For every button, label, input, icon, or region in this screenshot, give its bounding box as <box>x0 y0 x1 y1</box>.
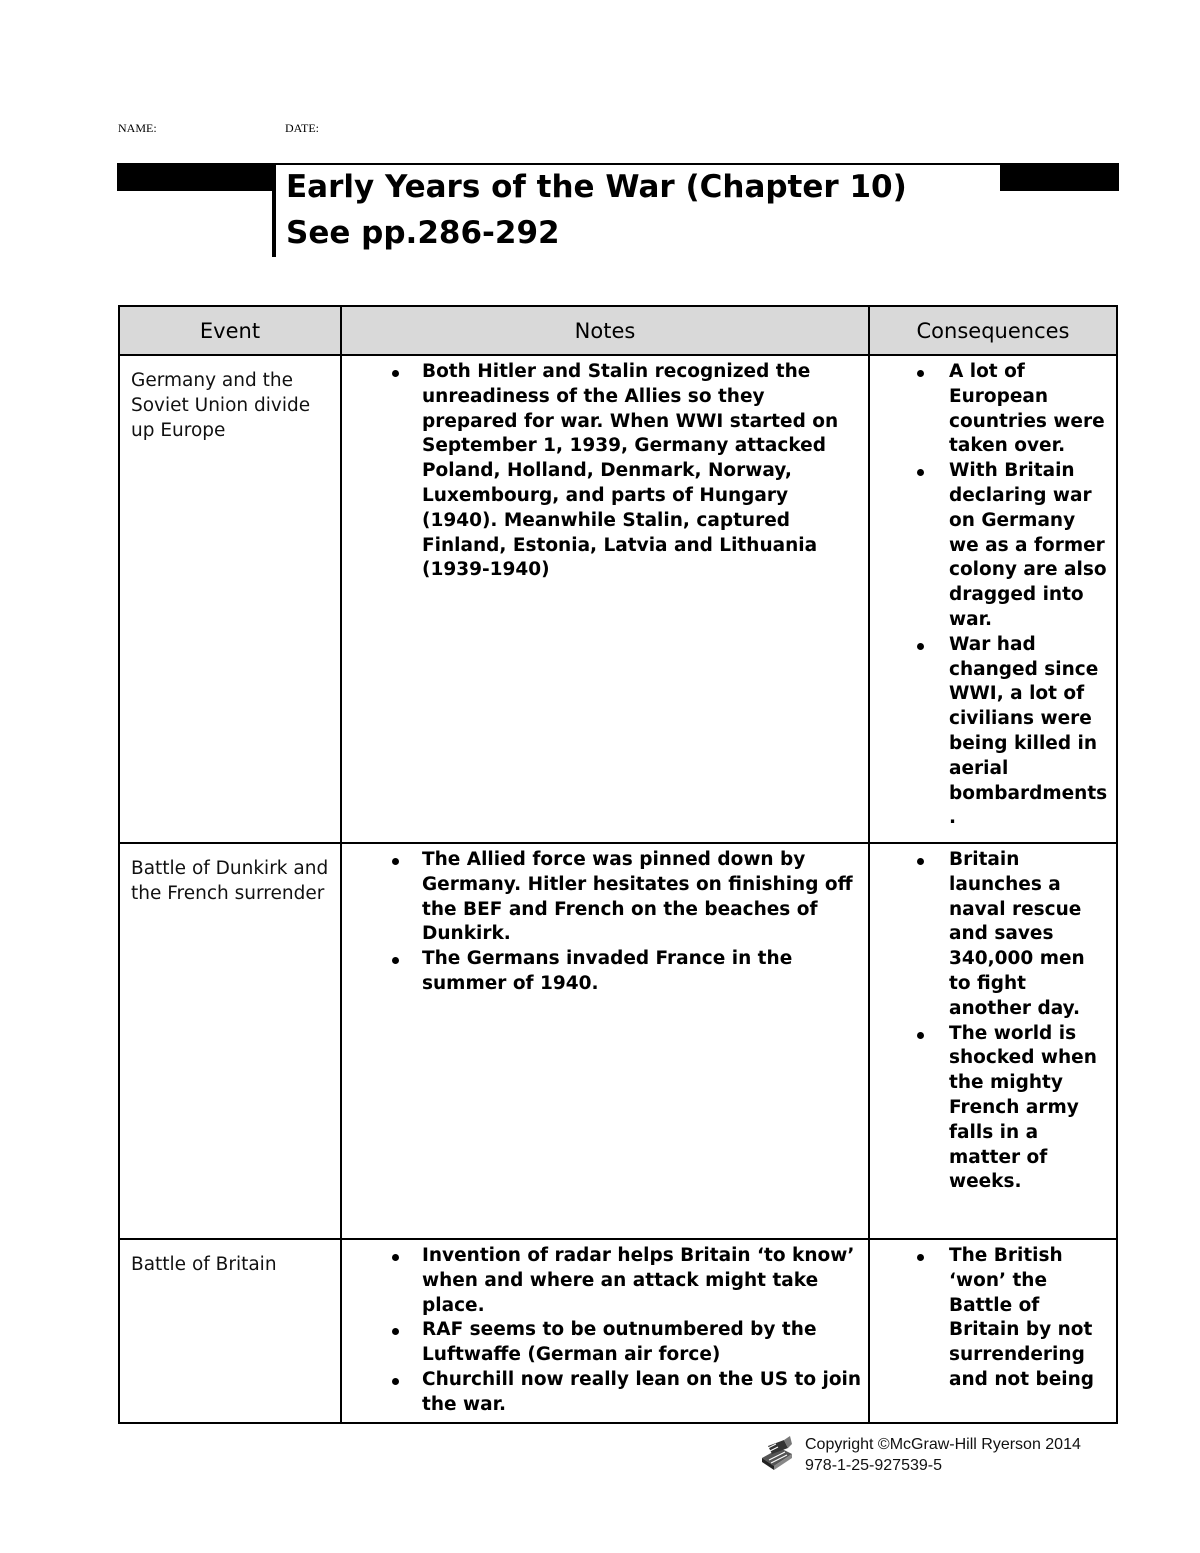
list-item: The Allied force was pinned down by Germany. Hitler hesitates on finishing off the BEF and French on the beaches of Dunkirk. <box>342 848 862 947</box>
table-row <box>119 843 1117 1239</box>
list-item: Invention of radar helps Britain ‘to know’ when and where an attack might take place. <box>342 1244 862 1318</box>
list-item: With Britain declaring war on Germany we as a former colony are also dragged into war. <box>870 459 1110 633</box>
bullet-icon <box>917 643 924 650</box>
notes-cell <box>341 1239 869 1423</box>
table-row <box>119 1239 1117 1423</box>
isbn-text: 978-1-25-927539-5 <box>805 1457 942 1474</box>
title-bar-left <box>117 163 272 191</box>
consequences-cell <box>869 843 1117 1239</box>
consequences-cell <box>869 1239 1117 1423</box>
list-item: The world is shocked when the mighty French army falls in a matter of weeks. <box>870 1022 1110 1196</box>
bullet-icon <box>917 469 924 476</box>
table-header-row <box>119 306 1117 355</box>
table-row <box>119 355 1117 843</box>
event-cell: Battle of Dunkirk and the French surrender <box>119 843 341 1239</box>
list-item: A lot of European countries were taken over. <box>870 360 1110 459</box>
column-header-notes: Notes <box>341 306 869 355</box>
name-label: NAME: <box>118 121 157 135</box>
bullet-icon <box>392 370 399 377</box>
consequences-cell <box>869 355 1117 843</box>
notes-cell <box>341 843 869 1239</box>
bullet-icon <box>392 957 399 964</box>
list-item: The British ‘won’ the Battle of Britain by not surrendering and not being <box>870 1244 1110 1393</box>
bullet-icon <box>392 1378 399 1385</box>
event-cell: Germany and the Soviet Union divide up Europe <box>119 355 341 843</box>
title-bar-vertical <box>272 163 276 257</box>
bullet-icon <box>917 1032 924 1039</box>
name-date-line <box>118 121 319 136</box>
page-title <box>286 164 907 256</box>
column-header-consequences: Consequences <box>869 306 1117 355</box>
bullet-icon <box>917 858 924 865</box>
publisher-logo-icon <box>758 1436 796 1472</box>
notes-cell <box>341 355 869 843</box>
list-item: Churchill now really lean on the US to join the war. <box>342 1368 862 1418</box>
date-label: DATE: <box>285 121 319 135</box>
bullet-icon <box>392 1254 399 1261</box>
bullet-icon <box>917 1254 924 1261</box>
event-cell: Battle of Britain <box>119 1239 341 1423</box>
list-item: The Germans invaded France in the summer of 1940. <box>342 947 862 997</box>
list-item: War had changed since WWI, a lot of civilians were being killed in aerial bombardments . <box>870 633 1110 831</box>
events-table <box>118 305 1118 1424</box>
bullet-icon <box>392 1328 399 1335</box>
title-bar-right <box>1000 163 1119 191</box>
bullet-icon <box>392 858 399 865</box>
list-item: Britain launches a naval rescue and saves 340,000 men to fight another day. <box>870 848 1110 1022</box>
list-item: Both Hitler and Stalin recognized the unreadiness of the Allies so they prepared for war. When WWI started on September 1, 1939, Germany attacked Poland, Holland, Denmark, Norway, Luxembourg, and parts of Hungary (1940). Meanwhile Stalin, captured Finland, Estonia, Latvia and Lithuania (1939-1940) <box>342 360 862 583</box>
bullet-icon <box>917 370 924 377</box>
copyright-text: Copyright ©McGraw-Hill Ryerson 2014 <box>805 1436 1081 1453</box>
page-title-line1: Early Years of the War (Chapter 10) <box>286 169 907 205</box>
list-item: RAF seems to be outnumbered by the Luftwaffe (German air force) <box>342 1318 862 1368</box>
column-header-event: Event <box>119 306 341 355</box>
page-title-line2: See pp.286-292 <box>286 215 560 251</box>
